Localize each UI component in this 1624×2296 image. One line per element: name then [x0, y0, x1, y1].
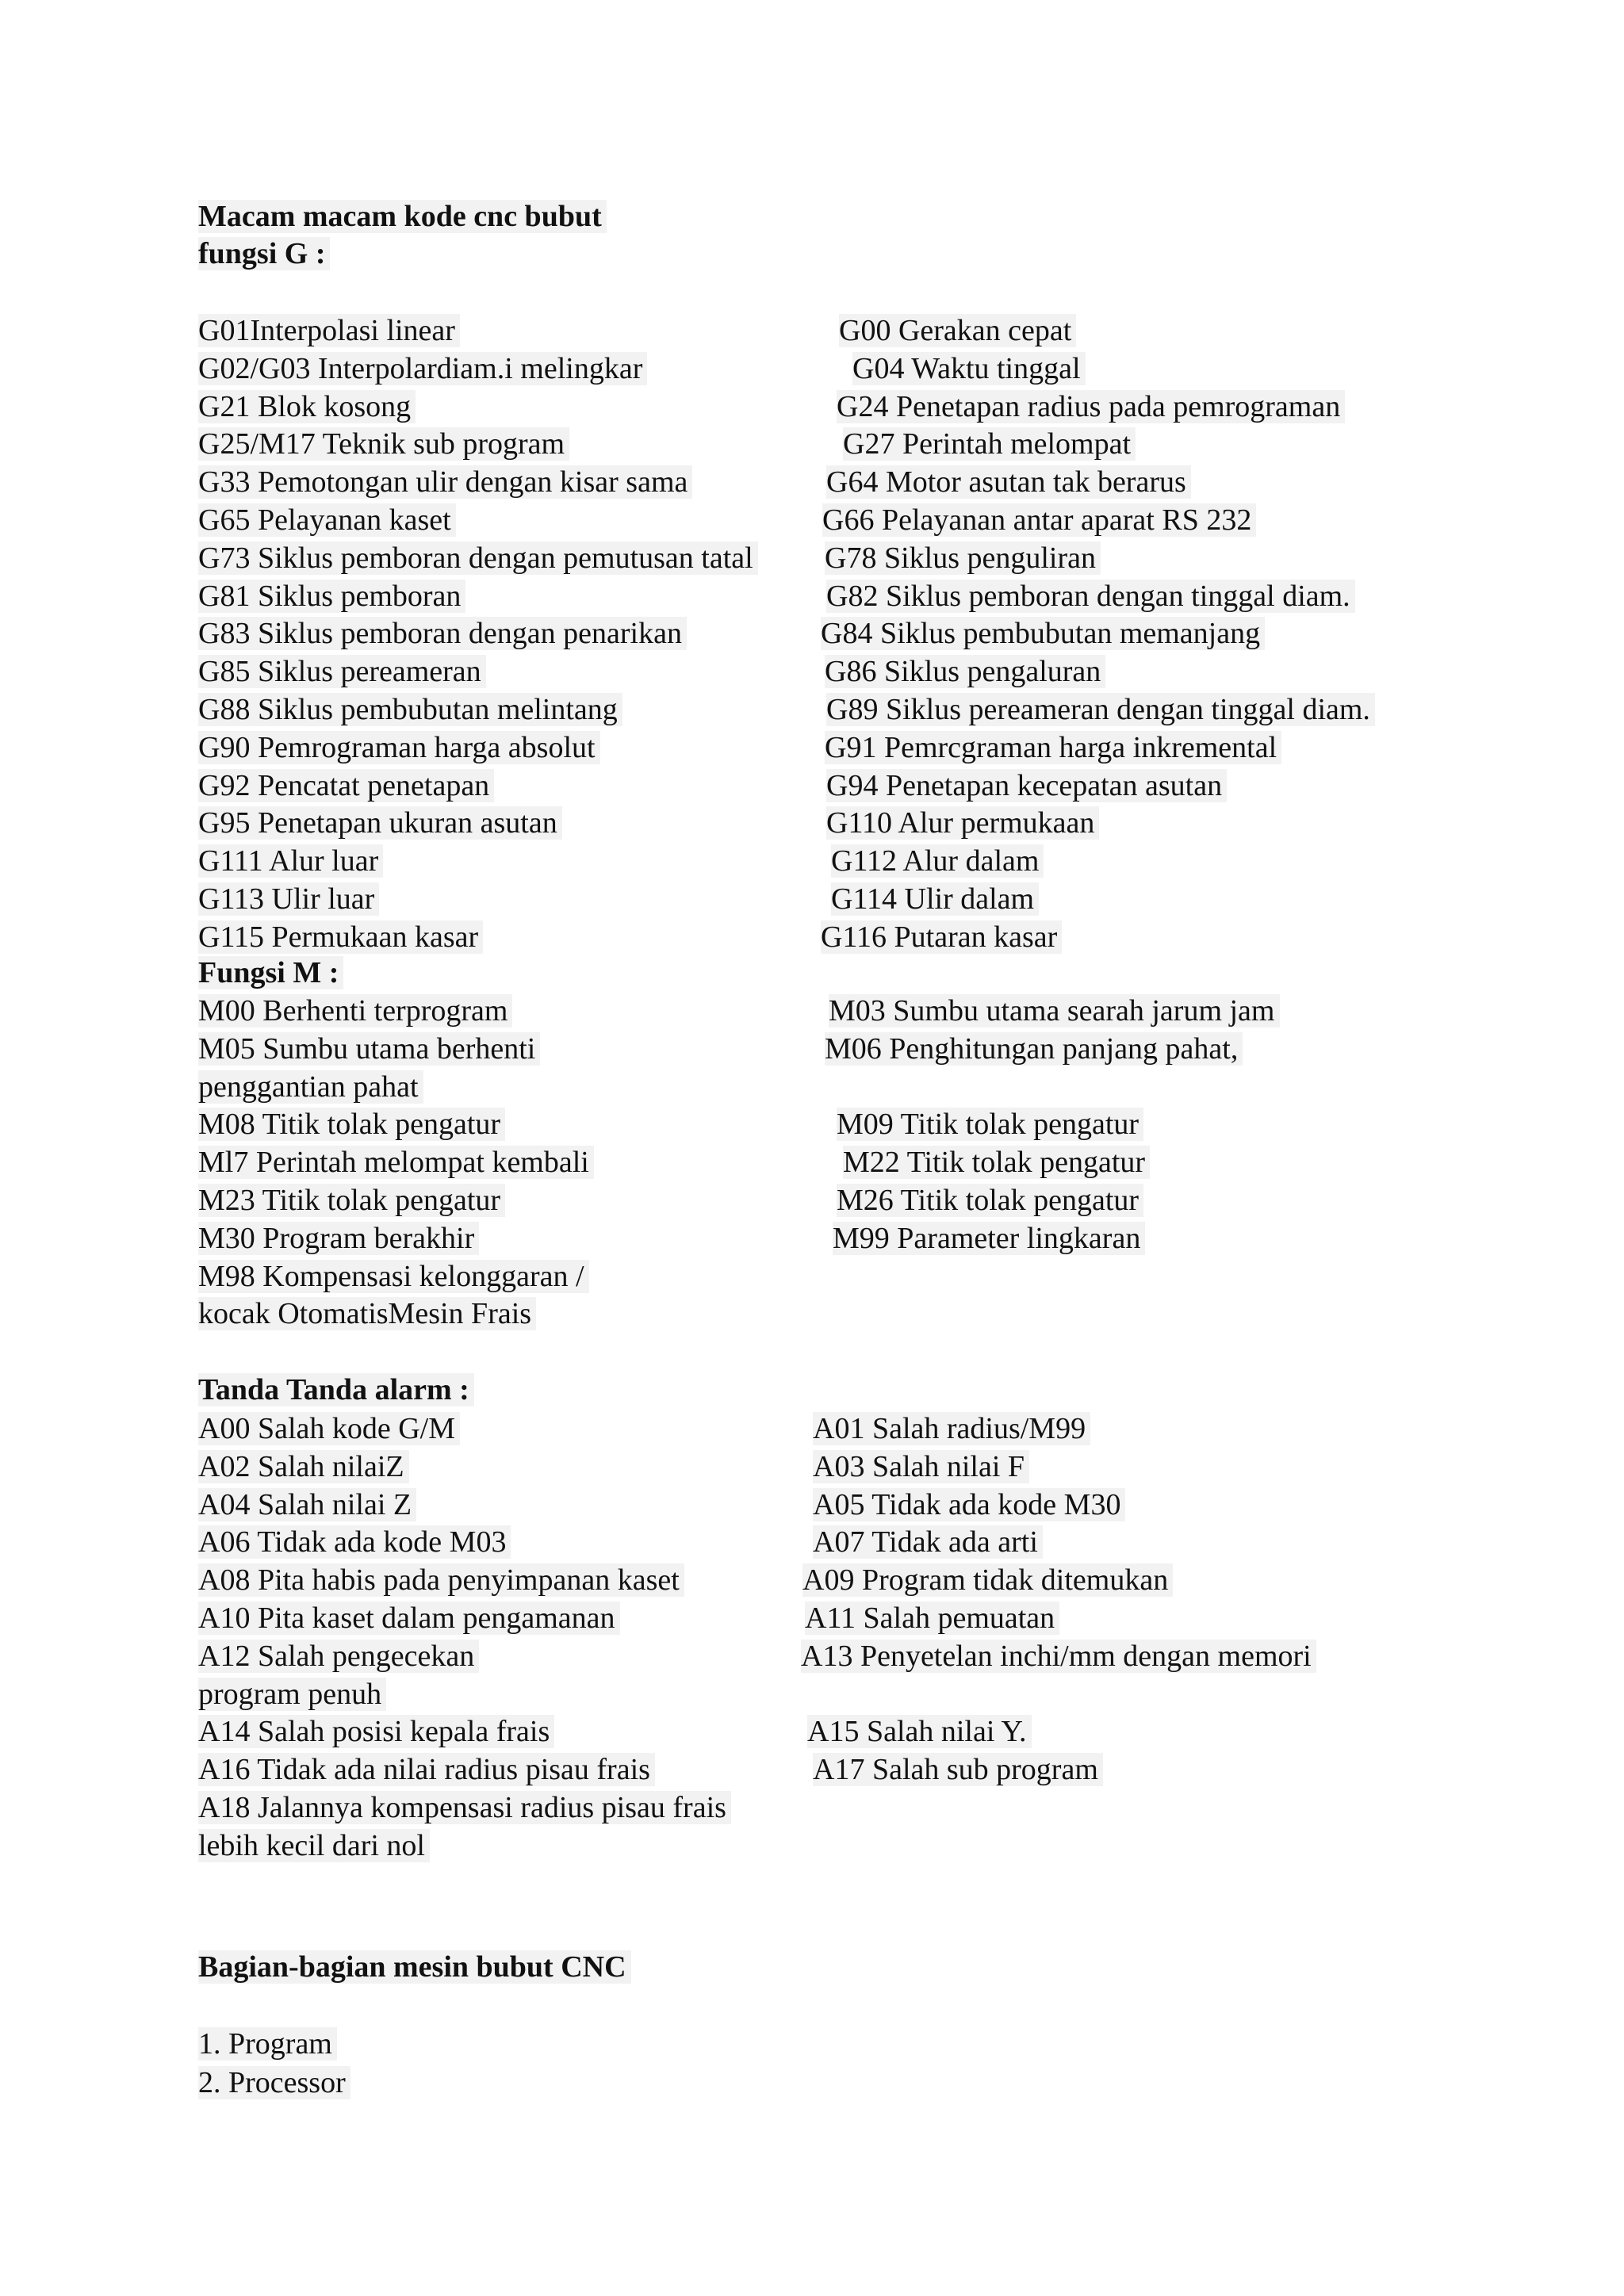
- m-code-left-item: [198, 1220, 479, 1257]
- alarm-code-right-item-text: A17 Salah sub program: [813, 1753, 1103, 1786]
- alarm-code-left-item-text: A12 Salah pengecekan: [198, 1640, 479, 1673]
- g-code-right-item: [825, 540, 1101, 576]
- alarm-code-right-item-text: A07 Tidak ada arti: [813, 1525, 1043, 1559]
- g-code-left-item-text: G90 Pemrograman harga absolut: [198, 731, 600, 764]
- g-code-right-item-text: G04 Waktu tinggal: [852, 352, 1086, 385]
- m-code-left-item-text: M00 Berhenti terprogram: [198, 994, 512, 1027]
- g-code-right-item: [831, 881, 1039, 917]
- g-code-left-item: [198, 729, 600, 766]
- g-code-right-item: [826, 805, 1099, 841]
- m-code-left-item-text: M23 Titik tolak pengatur: [198, 1184, 505, 1217]
- g-code-right-item-text: G94 Penetapan kecepatan asutan: [826, 769, 1227, 802]
- alarm-code-right-item: [807, 1713, 1032, 1750]
- m-code-left-item-text: M30 Program berakhir: [198, 1222, 479, 1255]
- alarm-code-left-item-text: A08 Pita habis pada penyimpanan kaset: [198, 1563, 684, 1597]
- m-code-right-item: [833, 1220, 1145, 1257]
- g-code-left-item: [198, 350, 647, 387]
- g-code-right-item-text: G89 Siklus pereameran dengan tinggal diam.: [826, 693, 1375, 726]
- alarm-code-right-item: [802, 1562, 1173, 1598]
- g-function-heading-text: fungsi G :: [198, 237, 330, 270]
- g-code-right-item-text: G66 Pelayanan antar aparat RS 232: [822, 503, 1256, 537]
- m-code-left-item: [198, 1031, 540, 1067]
- m-code-left-item-text: penggantian pahat: [198, 1070, 423, 1104]
- alarm-code-right-item: [805, 1600, 1059, 1636]
- alarm-code-left-item: [198, 1638, 479, 1674]
- g-code-right-item-text: G27 Perintah melompat: [843, 427, 1136, 461]
- alarm-code-left-item: [198, 1676, 386, 1712]
- m-code-left-item: [198, 1182, 505, 1219]
- m-function-heading: [198, 955, 343, 991]
- alarm-code-right-item-text: A01 Salah radius/M99: [813, 1412, 1090, 1445]
- g-code-left-item: [198, 502, 456, 538]
- g-code-left-item: [198, 767, 494, 804]
- alarm-code-left-item: [198, 1789, 731, 1826]
- alarm-code-left-item-text: A06 Tidak ada kode M03: [198, 1525, 511, 1559]
- alarm-code-left-item-text: A00 Salah kode G/M: [198, 1412, 460, 1445]
- alarm-code-right-item: [813, 1487, 1125, 1523]
- m-code-right-item-text: M99 Parameter lingkaran: [833, 1222, 1145, 1255]
- alarm-code-left-item: [198, 1713, 554, 1750]
- g-code-left-item-text: G01Interpolasi linear: [198, 314, 460, 347]
- g-code-right-item: [825, 653, 1105, 690]
- g-code-right-item-text: G114 Ulir dalam: [831, 882, 1039, 916]
- g-code-left-item: [198, 540, 758, 576]
- g-code-right-item-text: G00 Gerakan cepat: [839, 314, 1076, 347]
- g-code-right-item: [843, 426, 1136, 462]
- m-code-left-item-text: M08 Titik tolak pengatur: [198, 1108, 505, 1141]
- g-code-left-item: [198, 464, 692, 500]
- alarm-code-left-item: [198, 1751, 655, 1788]
- g-code-left-item: [198, 919, 483, 955]
- alarm-code-right-item-text: A09 Program tidak ditemukan: [802, 1563, 1173, 1597]
- alarm-code-right-item: [813, 1448, 1029, 1485]
- m-code-right-item-text: M03 Sumbu utama searah jarum jam: [829, 994, 1280, 1027]
- g-code-left-item-text: G92 Pencatat penetapan: [198, 769, 494, 802]
- alarm-heading-text: Tanda Tanda alarm :: [198, 1373, 474, 1406]
- document-title: [198, 198, 607, 235]
- g-code-right-item: [826, 767, 1227, 804]
- alarm-code-right-item-text: A13 Penyetelan inchi/mm dengan memori: [801, 1640, 1316, 1673]
- m-code-left-item-text: M98 Kompensasi kelonggaran /: [198, 1260, 589, 1293]
- parts-list-item: [198, 2064, 350, 2101]
- g-code-left-item: [198, 615, 687, 652]
- parts-heading: [198, 1949, 631, 1985]
- g-code-left-item-text: G25/M17 Teknik sub program: [198, 427, 569, 461]
- alarm-code-left-item-text: A04 Salah nilai Z: [198, 1488, 416, 1521]
- g-code-left-item: [198, 691, 622, 728]
- g-code-right-item-text: G110 Alur permukaan: [826, 806, 1099, 840]
- m-code-left-item: [198, 1106, 505, 1142]
- g-code-left-item: [198, 805, 562, 841]
- alarm-code-right-item: [813, 1524, 1043, 1560]
- g-code-left-item-text: G95 Penetapan ukuran asutan: [198, 806, 562, 840]
- g-code-right-item: [821, 919, 1062, 955]
- alarm-code-left-item: [198, 1487, 416, 1523]
- m-code-right-item-text: M09 Titik tolak pengatur: [837, 1108, 1143, 1141]
- g-code-left-item-text: G21 Blok kosong: [198, 390, 416, 423]
- alarm-code-left-item-text: A10 Pita kaset dalam pengamanan: [198, 1601, 620, 1635]
- g-code-right-item-text: G24 Penetapan radius pada pemrograman: [837, 390, 1345, 423]
- alarm-code-left-item-text: A16 Tidak ada nilai radius pisau frais: [198, 1753, 655, 1786]
- g-code-right-item: [821, 615, 1265, 652]
- document-title-text: Macam macam kode cnc bubut: [198, 200, 607, 233]
- parts-list-item-text: 2. Processor: [198, 2066, 350, 2099]
- m-code-left-item-text: Ml7 Perintah melompat kembali: [198, 1146, 594, 1179]
- alarm-code-left-item-text: A14 Salah posisi kepala frais: [198, 1715, 554, 1748]
- g-code-left-item: [198, 388, 416, 425]
- g-code-right-item: [825, 729, 1281, 766]
- g-function-heading: [198, 235, 330, 272]
- g-code-left-item: [198, 426, 569, 462]
- alarm-code-left-item: [198, 1524, 511, 1560]
- m-code-right-item: [837, 1106, 1143, 1142]
- alarm-code-right-item: [813, 1410, 1090, 1447]
- g-code-right-item: [826, 578, 1355, 614]
- alarm-code-right-item-text: A11 Salah pemuatan: [805, 1601, 1059, 1635]
- g-code-right-item: [826, 464, 1191, 500]
- m-code-left-item: [198, 1144, 594, 1181]
- g-code-right-item-text: G82 Siklus pemboran dengan tinggal diam.: [826, 580, 1355, 613]
- g-code-right-item-text: G64 Motor asutan tak berarus: [826, 465, 1191, 499]
- g-code-right-item: [831, 843, 1044, 879]
- g-code-left-item-text: G115 Permukaan kasar: [198, 920, 483, 954]
- m-code-right-item: [829, 993, 1280, 1029]
- m-code-left-item: [198, 1258, 589, 1295]
- alarm-code-left-item: [198, 1827, 430, 1864]
- m-code-right-item: [837, 1182, 1143, 1219]
- m-code-right-item-text: M06 Penghitungan panjang pahat,: [825, 1032, 1243, 1066]
- g-code-left-item-text: G85 Siklus pereameran: [198, 655, 486, 688]
- alarm-code-left-item: [198, 1562, 684, 1598]
- g-code-left-item-text: G73 Siklus pemboran dengan pemutusan tatal: [198, 541, 758, 575]
- g-code-left-item-text: G33 Pemotongan ulir dengan kisar sama: [198, 465, 692, 499]
- g-code-left-item-text: G111 Alur luar: [198, 844, 383, 878]
- alarm-code-left-item-text: lebih kecil dari nol: [198, 1829, 430, 1862]
- g-code-right-item: [837, 388, 1345, 425]
- alarm-heading: [198, 1372, 474, 1408]
- parts-list-item-text: 1. Program: [198, 2027, 337, 2061]
- g-code-left-item: [198, 578, 465, 614]
- g-code-right-item-text: G78 Siklus penguliran: [825, 541, 1101, 575]
- g-code-left-item: [198, 843, 383, 879]
- g-code-left-item-text: G65 Pelayanan kaset: [198, 503, 456, 537]
- g-code-left-item: [198, 653, 486, 690]
- alarm-code-right-item-text: A03 Salah nilai F: [813, 1450, 1029, 1483]
- g-code-right-item-text: G86 Siklus pengaluran: [825, 655, 1105, 688]
- alarm-code-left-item-text: A02 Salah nilaiZ: [198, 1450, 409, 1483]
- g-code-left-item-text: G113 Ulir luar: [198, 882, 379, 916]
- g-code-right-item-text: G116 Putaran kasar: [821, 920, 1062, 954]
- alarm-code-left-item-text: A18 Jalannya kompensasi radius pisau frais: [198, 1791, 731, 1824]
- m-code-left-item: [198, 993, 512, 1029]
- m-function-heading-text: Fungsi M :: [198, 956, 343, 989]
- alarm-code-right-item-text: A15 Salah nilai Y.: [807, 1715, 1032, 1748]
- m-code-right-item-text: M26 Titik tolak pengatur: [837, 1184, 1143, 1217]
- g-code-left-item-text: G81 Siklus pemboran: [198, 580, 465, 613]
- m-code-left-item: [198, 1069, 423, 1105]
- m-code-right-item-text: M22 Titik tolak pengatur: [843, 1146, 1150, 1179]
- g-code-right-item-text: G91 Pemrcgraman harga inkremental: [825, 731, 1281, 764]
- alarm-code-right-item: [813, 1751, 1103, 1788]
- g-code-left-item-text: G83 Siklus pemboran dengan penarikan: [198, 617, 687, 650]
- g-code-left-item-text: G02/G03 Interpolardiam.i melingkar: [198, 352, 647, 385]
- alarm-code-right-item: [801, 1638, 1316, 1674]
- g-code-left-item-text: G88 Siklus pembubutan melintang: [198, 693, 622, 726]
- parts-heading-text: Bagian-bagian mesin bubut CNC: [198, 1950, 631, 1984]
- m-code-left-item: [198, 1295, 536, 1332]
- alarm-code-left-item: [198, 1600, 620, 1636]
- alarm-code-right-item-text: A05 Tidak ada kode M30: [813, 1488, 1125, 1521]
- alarm-code-left-item-text: program penuh: [198, 1678, 386, 1711]
- g-code-right-item: [822, 502, 1256, 538]
- g-code-left-item: [198, 312, 460, 349]
- g-code-right-item-text: G84 Siklus pembubutan memanjang: [821, 617, 1265, 650]
- g-code-left-item: [198, 881, 379, 917]
- g-code-right-item-text: G112 Alur dalam: [831, 844, 1044, 878]
- g-code-right-item: [826, 691, 1375, 728]
- parts-list-item: [198, 2026, 337, 2062]
- m-code-left-item-text: kocak OtomatisMesin Frais: [198, 1297, 536, 1330]
- g-code-right-item: [852, 350, 1086, 387]
- m-code-right-item: [825, 1031, 1243, 1067]
- m-code-left-item-text: M05 Sumbu utama berhenti: [198, 1032, 540, 1066]
- alarm-code-left-item: [198, 1410, 460, 1447]
- m-code-right-item: [843, 1144, 1150, 1181]
- g-code-right-item: [839, 312, 1076, 349]
- alarm-code-left-item: [198, 1448, 409, 1485]
